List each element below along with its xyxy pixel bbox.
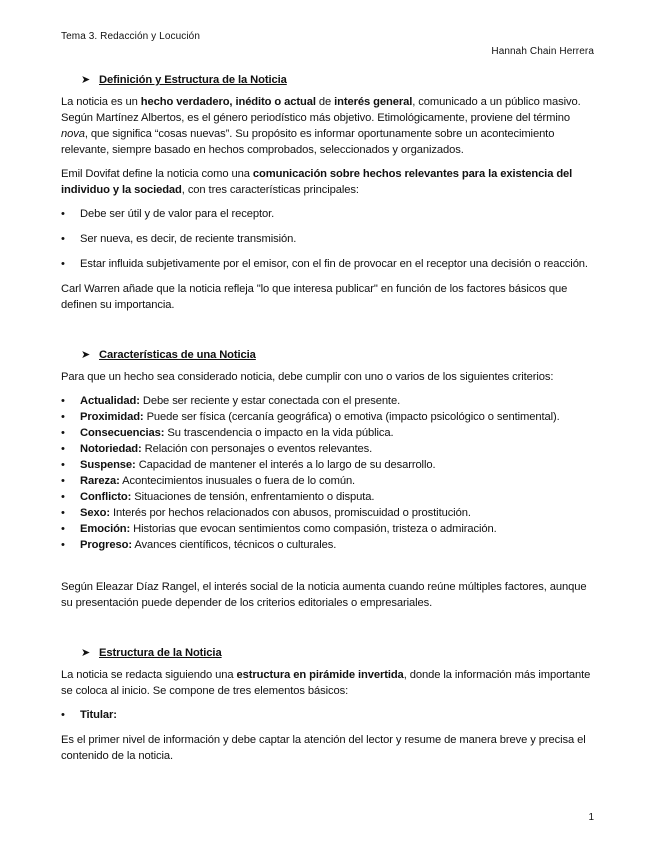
- bullet-icon: •: [61, 459, 65, 471]
- document-body: [61, 72, 595, 772]
- paragraph-warren: Carl Warren añade que la noticia refleja "lo que interesa publicar" en función de los factores básicos que definen su importancia.: [61, 283, 568, 311]
- list-item: • Estar influida subjetivamente por el emisor, con el fin de provocar en el receptor una decisión o reacción.: [61, 258, 588, 270]
- bullet-icon: •: [61, 411, 65, 423]
- bullet-icon: •: [61, 258, 65, 270]
- bullet-icon: •: [61, 507, 65, 519]
- list-item: • Emoción: Historias que evocan sentimientos como compasión, tristeza o admiración.: [61, 523, 497, 535]
- header-author: Hannah Chain Herrera: [491, 46, 594, 57]
- bullet-icon: •: [61, 475, 65, 487]
- paragraph-diaz-rangel: Según Eleazar Díaz Rangel, el interés social de la noticia aumenta cuando reúne múltiples factores, aunque su presentación puede depender de los criterios editoriales o empresariales.: [61, 581, 587, 609]
- structure-list: [61, 707, 595, 723]
- bullet-icon: •: [61, 443, 65, 455]
- bullet-icon: •: [61, 539, 65, 551]
- characteristics-list: [61, 206, 595, 272]
- bullet-icon: •: [61, 491, 65, 503]
- list-item: • Actualidad: Debe ser reciente y estar conectada con el presente.: [61, 395, 401, 407]
- paragraph-definicion: La noticia es un hecho verdadero, inédito o actual de interés general, comunicado a un público masivo. Según Martínez Albertos, es el género periodístico más objetivo. Etimológicamente, proviene del término nova, que significa “cosas nuevas”. Su propósito es informar oportunamente sobre un acontecimiento relevante, siempre basado en hechos comprobados, seleccionados y organizados.: [61, 96, 581, 156]
- bullet-icon: •: [61, 395, 65, 407]
- criteria-list: [61, 393, 595, 553]
- bullet-icon: •: [61, 427, 65, 439]
- bullet-icon: •: [61, 523, 65, 535]
- paragraph-criterios-intro: Para que un hecho sea considerado noticia, debe cumplir con uno o varios de los siguientes criterios:: [61, 371, 554, 383]
- bullet-icon: •: [61, 208, 65, 220]
- list-item: • Conflicto: Situaciones de tensión, enfrentamiento o disputa.: [61, 491, 375, 503]
- section-heading-estructura: ➤ Estructura de la Noticia: [81, 647, 222, 659]
- list-item: • Debe ser útil y de valor para el receptor.: [61, 208, 275, 220]
- list-item: • Titular:: [61, 709, 117, 721]
- section-heading-definicion: ➤ Definición y Estructura de la Noticia: [81, 74, 287, 86]
- bullet-icon: •: [61, 233, 65, 245]
- arrow-bullet-icon: ➤: [81, 349, 91, 361]
- list-item: • Consecuencias: Su trascendencia o impacto en la vida pública.: [61, 427, 394, 439]
- section-heading-caracteristicas: ➤ Características de una Noticia: [81, 349, 256, 361]
- list-item: • Sexo: Interés por hechos relacionados con abusos, promiscuidad o prostitución.: [61, 507, 471, 519]
- paragraph-titular: Es el primer nivel de información y debe captar la atención del lector y resume de manera breve y precisa el contenido de la noticia.: [61, 734, 586, 762]
- paragraph-dovifat: Emil Dovifat define la noticia como una comunicación sobre hechos relevantes para la existencia del individuo y la sociedad, con tres características principales:: [61, 168, 573, 196]
- list-item: • Suspense: Capacidad de mantener el interés a lo largo de su desarrollo.: [61, 459, 436, 471]
- list-item: • Progreso: Avances científicos, técnicos o culturales.: [61, 539, 337, 551]
- list-item: • Ser nueva, es decir, de reciente transmisión.: [61, 233, 297, 245]
- header-course-title: Tema 3. Redacción y Locución: [61, 31, 200, 42]
- paragraph-piramide: La noticia se redacta siguiendo una estructura en pirámide invertida, donde la información más importante se coloca al inicio. Se compone de tres elementos básicos:: [61, 669, 591, 697]
- list-item: • Rareza: Acontecimientos inusuales o fuera de lo común.: [61, 475, 356, 487]
- list-item: • Proximidad: Puede ser física (cercanía geográfica) o emotiva (impacto psicológico o sentimental).: [61, 411, 560, 423]
- bullet-icon: •: [61, 709, 65, 721]
- list-item: • Notoriedad: Relación con personajes o eventos relevantes.: [61, 443, 373, 455]
- arrow-bullet-icon: ➤: [81, 74, 91, 86]
- arrow-bullet-icon: ➤: [81, 647, 91, 659]
- page-number: 1: [588, 812, 594, 823]
